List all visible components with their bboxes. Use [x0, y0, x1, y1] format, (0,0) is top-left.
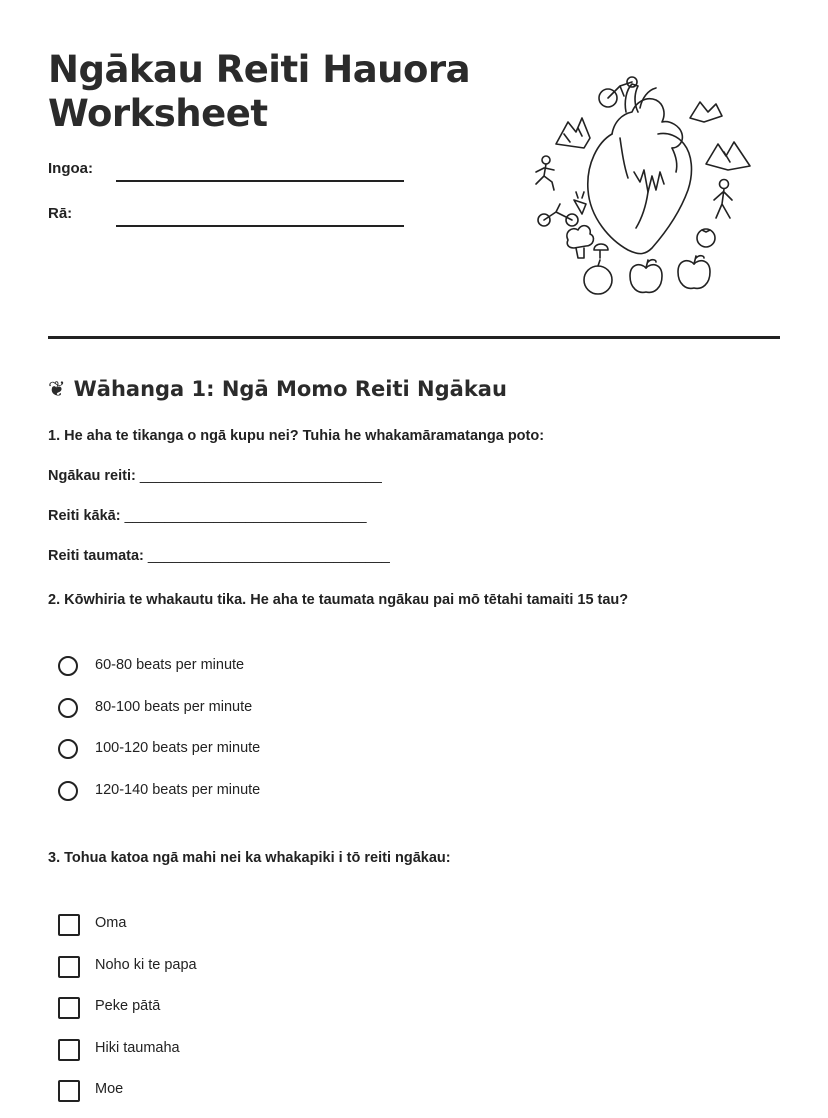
radio-option-label: 120-140 beats per minute [95, 782, 261, 798]
title-line-1: Ngākau Reiti Hauora [48, 48, 471, 91]
mushroom-icon [594, 244, 608, 258]
section-1-title [48, 375, 507, 403]
broccoli-icon [567, 226, 594, 258]
name-field [48, 160, 408, 188]
checkbox-option-label: Moe [95, 1081, 124, 1097]
term-label: Ngākau reiti: [48, 468, 136, 484]
term-row [48, 468, 382, 484]
radio-option[interactable] [58, 739, 558, 763]
radio-option[interactable] [58, 698, 558, 722]
heart-icon [588, 84, 692, 254]
mountain-icon [556, 118, 590, 148]
radio-option-label: 60-80 beats per minute [95, 657, 245, 673]
date-write-line[interactable] [116, 225, 404, 227]
tomato-icon [697, 229, 715, 247]
mountain-small-icon [690, 102, 722, 122]
radio-button[interactable] [58, 656, 78, 676]
radio-option[interactable] [58, 781, 558, 805]
radio-option[interactable] [58, 656, 558, 680]
name-write-line[interactable] [116, 180, 404, 182]
radio-option-label: 100-120 beats per minute [95, 740, 261, 756]
term-answer-blank[interactable]: ______________________________ [124, 508, 367, 524]
radio-button[interactable] [58, 739, 78, 759]
orange-icon [584, 260, 612, 294]
radio-button[interactable] [58, 698, 78, 718]
term-row [48, 548, 390, 564]
runner-icon [536, 156, 554, 190]
heart-illustration [528, 72, 758, 300]
radio-option-label: 80-100 beats per minute [95, 699, 253, 715]
checkbox[interactable] [58, 914, 80, 936]
checkbox-option[interactable] [58, 997, 558, 1021]
term-label: Reiti taumata: [48, 548, 144, 564]
worksheet-title [48, 48, 470, 136]
date-field [48, 205, 408, 233]
question-3: 3. Tohua katoa ngā mahi nei ka whakapiki i tō reiti ngākau: [48, 850, 451, 866]
term-label: Reiti kākā: [48, 508, 121, 524]
carrot-icon [574, 192, 586, 214]
checkbox-option[interactable] [58, 914, 558, 938]
checkbox-option[interactable] [58, 1039, 558, 1063]
section-1-title-text: Wāhanga 1: Ngā Momo Reiti Ngākau [73, 377, 507, 401]
section-emoji-icon: ❦ [48, 377, 66, 401]
checkbox-option-label: Noho ki te papa [95, 957, 197, 973]
title-line-2: Worksheet [48, 92, 268, 135]
term-answer-blank[interactable]: ______________________________ [147, 548, 390, 564]
checkbox[interactable] [58, 997, 80, 1019]
term-answer-blank[interactable]: ______________________________ [139, 468, 382, 484]
checkbox[interactable] [58, 1039, 80, 1061]
bike-left-icon [538, 204, 578, 226]
checkbox-option[interactable] [58, 1080, 558, 1104]
checkbox[interactable] [58, 956, 80, 978]
radio-button[interactable] [58, 781, 78, 801]
bicycle-icon [599, 77, 637, 107]
checkbox-option[interactable] [58, 956, 558, 980]
date-label: Rā: [48, 205, 73, 222]
checkbox-option-label: Hiki taumaha [95, 1040, 180, 1056]
checkbox[interactable] [58, 1080, 80, 1102]
name-label: Ingoa: [48, 160, 93, 177]
walker-icon [714, 180, 732, 219]
term-row [48, 508, 367, 524]
checkbox-option-label: Peke pātā [95, 998, 161, 1014]
question-1: 1. He aha te tikanga o ngā kupu nei? Tuhia he whakamāramatanga poto: [48, 428, 545, 444]
checkbox-option-label: Oma [95, 915, 127, 931]
mountain-right-icon [706, 142, 750, 170]
apple-right-icon [678, 256, 710, 289]
section-divider [48, 336, 780, 339]
question-2: 2. Kōwhiria te whakautu tika. He aha te taumata ngākau pai mō tētahi tamaiti 15 tau? [48, 592, 629, 608]
apple-icon [630, 260, 662, 293]
